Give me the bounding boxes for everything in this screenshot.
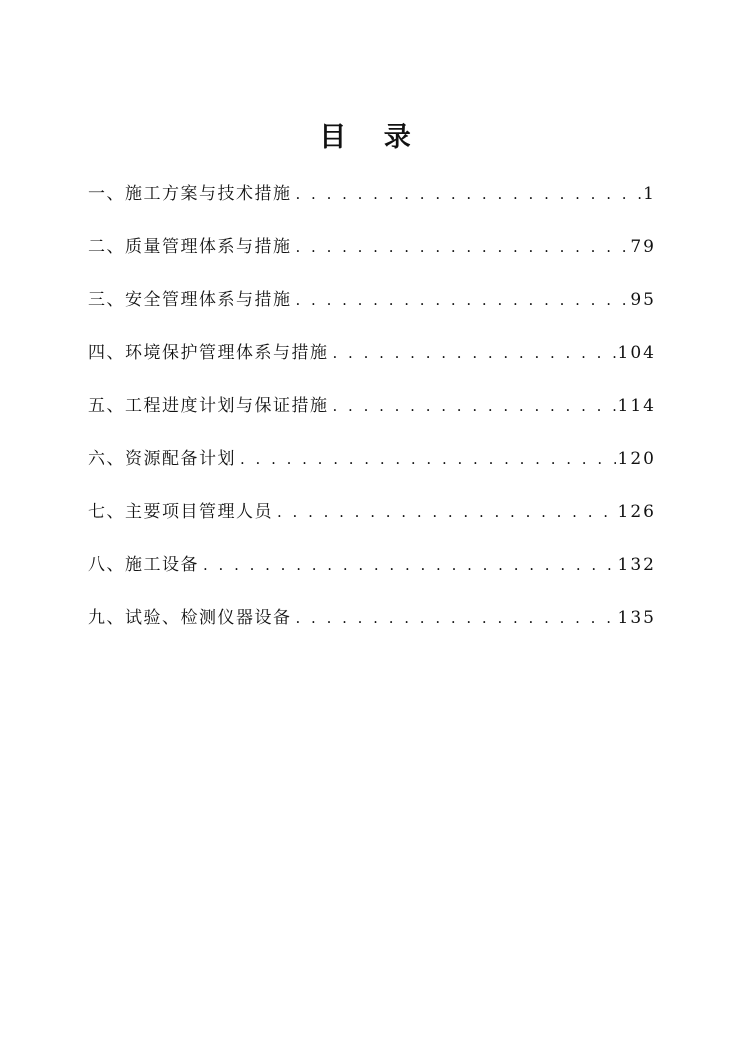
toc-entry-text: 三、安全管理体系与措施 (88, 290, 292, 310)
dot-leader (277, 498, 616, 526)
toc-entry-page: 95 (630, 290, 656, 310)
toc-entry-7[interactable] (88, 498, 656, 551)
toc-entry-4[interactable] (88, 339, 656, 392)
toc-entry-text: 五、工程进度计划与保证措施 (88, 396, 329, 416)
toc-entry-text: 六、资源配备计划 (88, 449, 236, 469)
toc-entry-2[interactable] (88, 233, 656, 286)
dot-leader (203, 551, 616, 579)
toc-entry-text: 八、施工设备 (88, 555, 199, 575)
dot-leader (296, 233, 629, 261)
toc-entry-8[interactable] (88, 551, 656, 604)
toc-entry-3[interactable] (88, 286, 656, 339)
toc-entry-text: 七、主要项目管理人员 (88, 502, 273, 522)
toc-entry-page: 79 (630, 237, 656, 257)
toc-entry-text: 二、质量管理体系与措施 (88, 237, 292, 257)
toc-entry-page: 126 (617, 502, 656, 522)
table-of-contents (88, 180, 656, 657)
toc-entry-page: 1 (643, 184, 656, 204)
toc-entry-text: 四、环境保护管理体系与措施 (88, 343, 329, 363)
toc-entry-page: 120 (617, 449, 656, 469)
toc-title: 目 录 (319, 122, 425, 153)
toc-entry-9[interactable] (88, 604, 656, 657)
toc-entry-5[interactable] (88, 392, 656, 445)
dot-leader (296, 180, 642, 208)
toc-entry-text: 九、试验、检测仪器设备 (88, 608, 292, 628)
toc-entry-page: 114 (617, 396, 656, 416)
dot-leader (333, 339, 616, 367)
dot-leader (296, 286, 629, 314)
toc-entry-1[interactable] (88, 180, 656, 233)
toc-entry-text: 一、施工方案与技术措施 (88, 184, 292, 204)
dot-leader (240, 445, 616, 473)
toc-entry-6[interactable] (88, 445, 656, 498)
toc-entry-page: 104 (617, 343, 656, 363)
dot-leader (333, 392, 616, 420)
dot-leader (296, 604, 616, 632)
toc-entry-page: 135 (617, 608, 656, 628)
toc-entry-page: 132 (617, 555, 656, 575)
